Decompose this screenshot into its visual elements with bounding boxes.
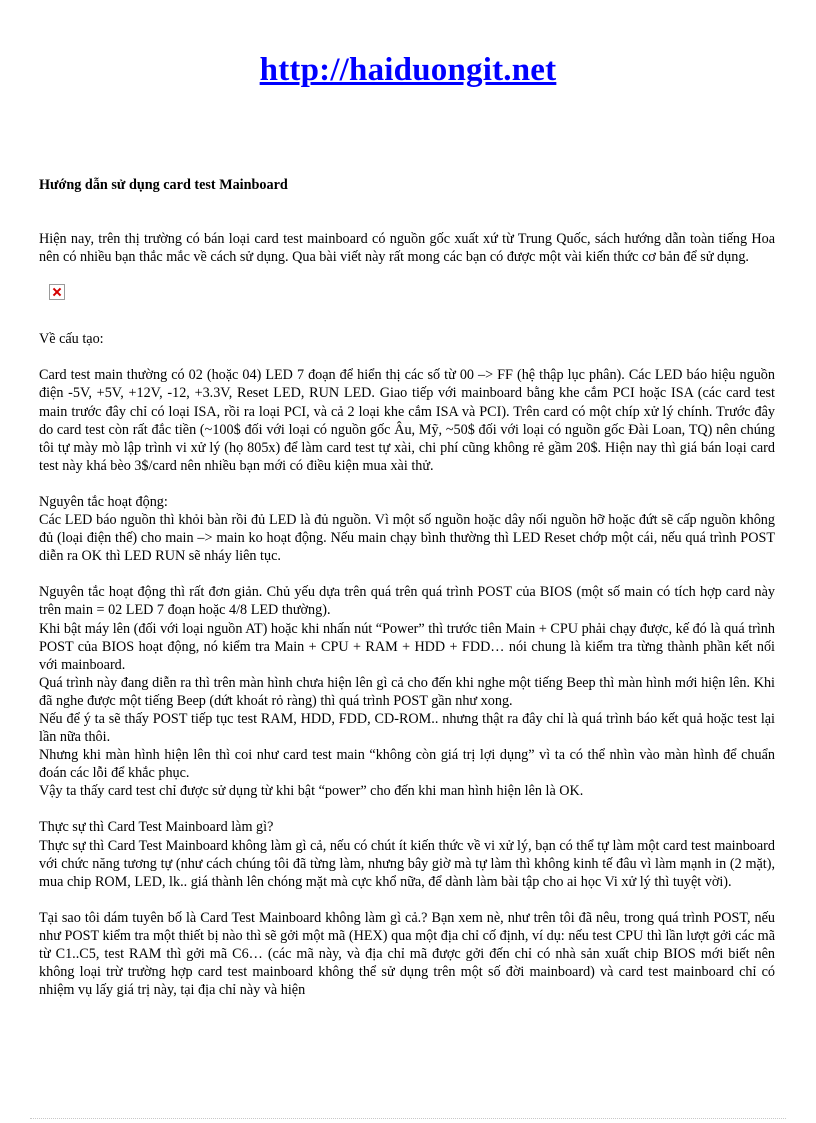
really-heading: Thực sự thì Card Test Mainboard làm gì?	[39, 819, 274, 836]
site-link[interactable]: http://haiduongit.net	[259, 52, 557, 88]
broken-image-icon	[49, 284, 65, 300]
principle-paragraph: Các LED báo nguồn thì khỏi bàn rồi đủ LED là đủ nguồn. Vì một số nguồn hoặc dây nối nguồn hỡ hoặc đứt sẽ cấp nguồn không đủ (loại điện thế) cho main –> main ko hoạt động. Nếu main chạy bình thường thì LED Reset chớp một cái, nếu quá trình POST diễn ra OK thì LED RUN sẽ nháy liên tục.	[39, 512, 775, 565]
principle-line: Vậy ta thấy card test chỉ được sử dụng từ khi bật “power” cho đến khi man hình hiện lên là OK.	[39, 783, 584, 800]
principle-heading: Nguyên tắc hoạt động:	[39, 493, 168, 510]
principle-line: Nếu để ý ta sẽ thấy POST tiếp tục test RAM, HDD, FDD, CD-ROM.. nhưng thật ra đây chỉ là quá trình báo kết quả hoặc test lại lần nữa thôi.	[39, 710, 775, 746]
article-title: Hướng dẫn sử dụng card test Mainboard	[39, 177, 288, 193]
principle-line: Khi bật máy lên (đối với loại nguồn AT) hoặc khi nhấn nút “Power” thì trước tiên Main + CPU phải chạy được, kế đó là quá trình POST của BIOS hoạt động, nó kiểm tra Main + CPU + RAM + HDD + FDD… nói chung là kiểm tra từng thành phần kết nối với mainboard.	[39, 620, 775, 673]
why-paragraph: Tại sao tôi dám tuyên bố là Card Test Mainboard không làm gì cả.? Bạn xem nè, như trên tôi đã nêu, trong quá trình POST, nếu như POST kiểm tra một thiết bị nào thì sẽ gởi một mã (HEX) qua một địa chỉ cố định, ví dụ: nếu test CPU thì lần lượt gởi các mã từ C1..C5, test RAM thì gởi mã C6… (các mã này, và địa chỉ mã được gởi đến chỉ có nhà sản xuất chip BIOS mới biết nên không loại trừ trường hợp card test mainboard không thể sử dụng trên một số đời mainboard) và card test mainboard chỉ có nhiệm vụ lấy giá trị này, tại địa chỉ này và hiện	[39, 909, 775, 999]
page-bottom-rule	[30, 1118, 786, 1119]
article-body	[39, 176, 775, 999]
structure-heading: Về cấu tạo:	[39, 331, 104, 348]
principle-line: Nguyên tắc hoạt động thì rất đơn giản. Chủ yếu dựa trên quá trên quá trình POST của BIOS (một số main có tích hợp card này trên main = 02 LED 7 đoạn hoặc 4/8 LED thường).	[39, 584, 775, 619]
structure-paragraph: Card test main thường có 02 (hoặc 04) LED 7 đoạn để hiển thị các số từ 00 –> FF (hệ thập lục phân). Các LED báo hiệu nguồn điện -5V, +5V, +12V, -12, +3.3V, Reset LED, RUN LED. Giao tiếp với mainboard bằng khe cắm PCI hoặc ISA (các card test main trước đây chỉ có loại ISA, rồi ra loại PCI, và cả 2 loại khe cắm ISA và PCI). Trên card có một chíp xử lý chính. Trước đây do card test còn rất đắc tiền (~100$ đối với loại có nguồn gốc Âu, Mỹ, ~50$ đối với loại có nguồn gốc Đài Loan, TQ) nên chúng tôi tự mày mò lập trình vi xử lý (họ 805x) để làm card test tự xài, chi phí cũng không rẻ gầm 20$. Hiện nay thì giá bán loại card test này khá bèo 3$/card nên nhiều bạn mới có điều kiện mua xài thử.	[39, 367, 775, 474]
intro-paragraph: Hiện nay, trên thị trường có bán loại card test mainboard có nguồn gốc xuất xứ từ Trung Quốc, sách hướng dẫn toàn tiếng Hoa nên có nhiều bạn thắc mắc về cách sử dụng. Qua bài viết này rất mong các bạn có được một vài kiến thức cơ bản để sử dụng.	[39, 231, 775, 266]
really-paragraph: Thực sự thì Card Test Mainboard không làm gì cả, nếu có chút ít kiến thức về vi xử lý, bạn có thể tự làm một card test mainboard với chức năng tương tự (như cách chúng tôi đã từng làm, nhưng bây giờ mà tự làm thì không kinh tế đâu vì làm mạnh in (2 mặt), mua chip ROM, LED, lk.. giá thành lên chóng mặt mà cực khổ nữa, để dành làm bài tập cho ai học Vi xử lý thì tuyệt vời).	[39, 837, 775, 890]
principle-line: Nhưng khi màn hình hiện lên thì coi như card test main “không còn giá trị lợi dụng” vì ta có thể nhìn vào màn hình để chuẩn đoán các lỗi để khắc phục.	[39, 747, 775, 782]
principle-line: Quá trình này đang diễn ra thì trên màn hình chưa hiện lên gì cả cho đến khi nghe một tiếng Beep thì màn hình mới hiện lên. Khi đã nghe được một tiếng Beep (dứt khoát rỏ ràng) thì quá trình POST gần như xong.	[39, 674, 775, 709]
